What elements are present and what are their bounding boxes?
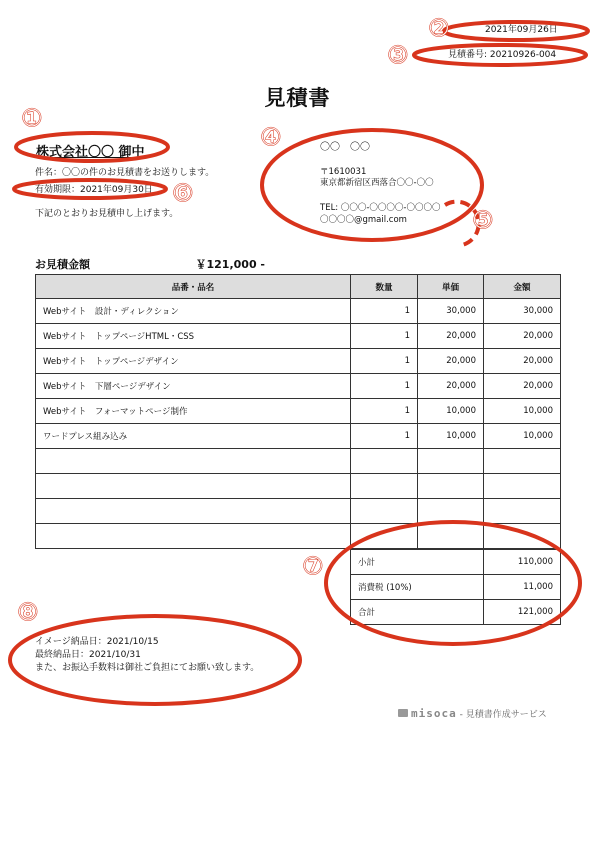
misoca-logo-icon bbox=[398, 709, 408, 717]
item-name: Webサイト トップページデザイン bbox=[36, 349, 351, 374]
header-amount: 金額 bbox=[484, 275, 561, 299]
item-amount bbox=[484, 499, 561, 524]
item-amount bbox=[484, 474, 561, 499]
brand-name: misoca bbox=[411, 707, 457, 720]
table-header-row bbox=[36, 275, 561, 299]
item-unit-price: 10,000 bbox=[418, 399, 484, 424]
issuer-name: 〇〇 〇〇 bbox=[320, 142, 370, 153]
item-unit-price: 30,000 bbox=[418, 299, 484, 324]
header-quantity: 数量 bbox=[351, 275, 418, 299]
item-unit-price: 10,000 bbox=[418, 424, 484, 449]
item-name bbox=[36, 449, 351, 474]
item-quantity: 1 bbox=[351, 399, 418, 424]
annotation-marker-8: ⑧ bbox=[17, 598, 39, 626]
notes-block bbox=[35, 637, 259, 673]
issuer-postal: 〒1610031 bbox=[320, 167, 367, 177]
issuer-email: 〇〇〇〇@gmail.com bbox=[320, 214, 407, 225]
brand-tagline: - 見積書作成サービス bbox=[459, 710, 547, 720]
notes-line-3: また、お振込手数料は御社ご負担にてお願い致します。 bbox=[35, 662, 260, 673]
item-name bbox=[36, 474, 351, 499]
annotation-marker-1: ① bbox=[21, 104, 43, 132]
grand-total-value: 121,000 bbox=[484, 600, 561, 625]
table-row bbox=[36, 424, 561, 449]
item-amount: 20,000 bbox=[484, 324, 561, 349]
annotation-marker-2: ② bbox=[428, 14, 450, 42]
item-quantity: 1 bbox=[351, 349, 418, 374]
document-title: 見積書 bbox=[264, 86, 331, 110]
item-name: Webサイト 下層ページデザイン bbox=[36, 374, 351, 399]
item-name: Webサイト 設計・ディレクション bbox=[36, 299, 351, 324]
issuer-block bbox=[320, 142, 441, 225]
subtotal-value: 110,000 bbox=[484, 550, 561, 575]
table-row bbox=[36, 299, 561, 324]
item-amount bbox=[484, 449, 561, 474]
item-amount: 10,000 bbox=[484, 399, 561, 424]
notes-line-2: 最終納品日：2021/10/31 bbox=[35, 649, 141, 660]
estimate-total-row bbox=[35, 256, 265, 275]
tax-row bbox=[351, 575, 561, 600]
item-unit-price bbox=[418, 474, 484, 499]
grand-total-row bbox=[351, 600, 561, 625]
item-amount bbox=[484, 524, 561, 549]
table-row-empty bbox=[36, 474, 561, 499]
notes-line-1: イメージ納品日：2021/10/15 bbox=[35, 637, 159, 647]
item-quantity bbox=[351, 499, 418, 524]
item-unit-price bbox=[418, 499, 484, 524]
item-quantity bbox=[351, 524, 418, 549]
item-amount: 20,000 bbox=[484, 374, 561, 399]
annotation-stamp-arc bbox=[445, 202, 479, 245]
tax-value: 11,000 bbox=[484, 575, 561, 600]
client-name: 株式会社〇〇 御中 bbox=[36, 145, 145, 160]
item-amount: 10,000 bbox=[484, 424, 561, 449]
annotation-marker-4: ④ bbox=[260, 123, 282, 151]
item-quantity bbox=[351, 474, 418, 499]
table-row-empty bbox=[36, 524, 561, 549]
item-unit-price: 20,000 bbox=[418, 324, 484, 349]
items-table bbox=[35, 274, 561, 549]
item-amount: 30,000 bbox=[484, 299, 561, 324]
item-quantity: 1 bbox=[351, 324, 418, 349]
item-name bbox=[36, 524, 351, 549]
annotation-marker-6: ⑥ bbox=[172, 179, 194, 207]
intro-text: 下記のとおりお見積申し上げます。 bbox=[35, 209, 179, 219]
annotation-marker-3: ③ bbox=[387, 41, 409, 69]
item-quantity: 1 bbox=[351, 374, 418, 399]
grand-total-label: 合計 bbox=[351, 600, 484, 625]
item-name bbox=[36, 499, 351, 524]
item-name: Webサイト フォーマットページ制作 bbox=[36, 399, 351, 424]
estimate-total-label: お見積金額 bbox=[35, 258, 90, 271]
table-row-empty bbox=[36, 499, 561, 524]
footer-brand bbox=[398, 707, 547, 720]
item-name: ワードプレス組み込み bbox=[36, 424, 351, 449]
annotation-marker-5: ⑤ bbox=[472, 206, 494, 234]
subject-line: 件名：〇〇の件のお見積書をお送りします。 bbox=[35, 168, 215, 178]
header-item-name: 品番・品名 bbox=[36, 275, 351, 299]
item-unit-price bbox=[418, 449, 484, 474]
item-unit-price: 20,000 bbox=[418, 349, 484, 374]
estimate-number: 見積番号: 20210926-004 bbox=[448, 50, 557, 60]
table-row bbox=[36, 374, 561, 399]
estimate-total-value: ￥121,000 - bbox=[195, 258, 265, 271]
table-row bbox=[36, 324, 561, 349]
totals-table bbox=[350, 549, 561, 625]
valid-until: 有効期限：2021年09月30日 bbox=[35, 185, 153, 195]
item-quantity bbox=[351, 449, 418, 474]
subtotal-row bbox=[351, 550, 561, 575]
issuer-tel: TEL: 〇〇〇-〇〇〇〇-〇〇〇〇 bbox=[320, 203, 441, 214]
tax-label: 消費税 (10%) bbox=[351, 575, 484, 600]
item-unit-price: 20,000 bbox=[418, 374, 484, 399]
issue-date: 2021年09月26日 bbox=[485, 25, 558, 35]
table-row-empty bbox=[36, 449, 561, 474]
table-row bbox=[36, 349, 561, 374]
item-unit-price bbox=[418, 524, 484, 549]
subtotal-label: 小計 bbox=[351, 550, 484, 575]
issuer-address: 東京都新宿区西落合〇〇-〇〇 bbox=[320, 178, 434, 189]
header-unit-price: 単価 bbox=[418, 275, 484, 299]
item-name: Webサイト トップページHTML・CSS bbox=[36, 324, 351, 349]
item-quantity: 1 bbox=[351, 424, 418, 449]
table-row bbox=[36, 399, 561, 424]
item-amount: 20,000 bbox=[484, 349, 561, 374]
item-quantity: 1 bbox=[351, 299, 418, 324]
annotation-marker-7: ⑦ bbox=[302, 552, 324, 580]
